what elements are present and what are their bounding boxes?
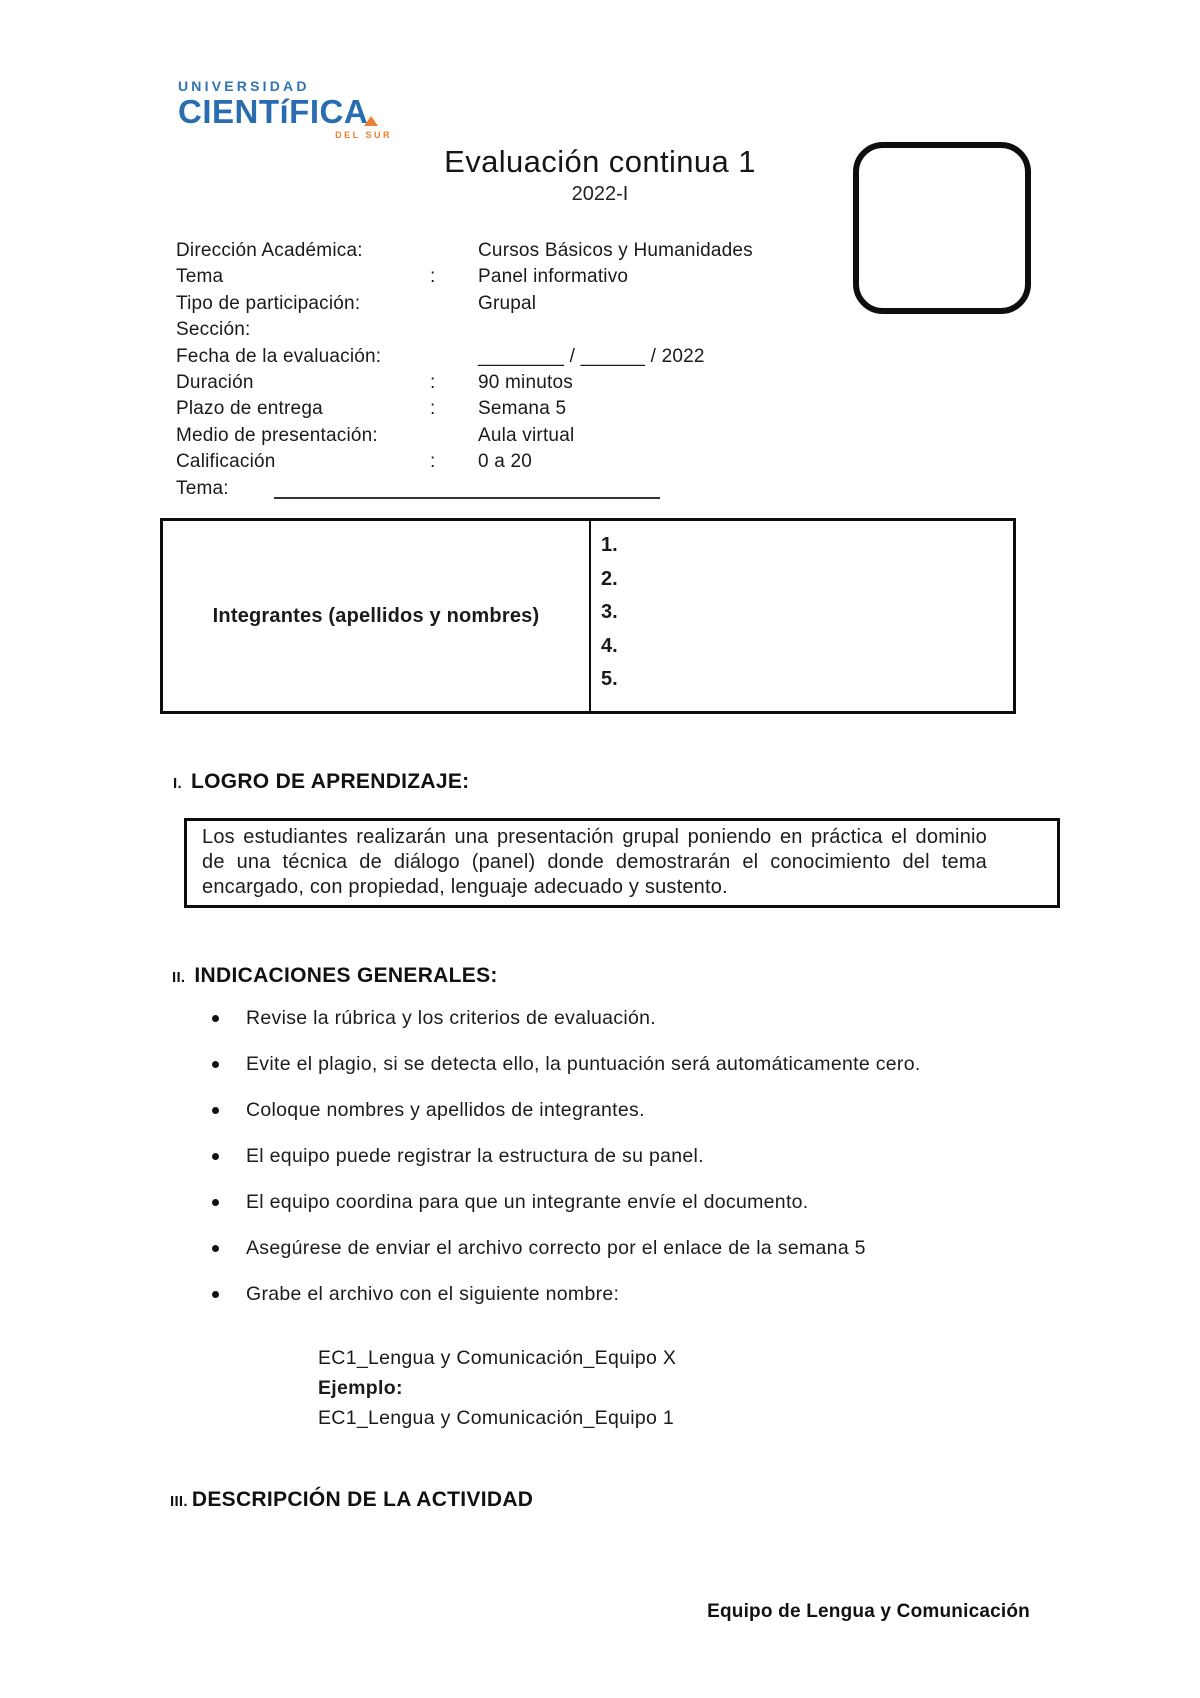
form-value: 90 minutos [478, 371, 573, 393]
list-item: Grabe el archivo con el siguiente nombre: [210, 1280, 991, 1309]
form-label: Medio de presentación: [176, 424, 378, 446]
file-name-pattern: EC1_Lengua y Comunicación_Equipo X [318, 1347, 677, 1369]
form-colon: : [430, 371, 436, 393]
form-value: Cursos Básicos y Humanidades [478, 240, 753, 261]
form-row [176, 344, 896, 370]
form-value: Panel informativo [478, 266, 629, 288]
form-colon [430, 344, 460, 370]
form-label: Dirección Académica: [176, 240, 363, 261]
logo-del-sur-text: DEL SUR [335, 130, 392, 140]
form-colon [430, 317, 460, 343]
integrante-number: 4. [601, 634, 618, 657]
form-label: Tema: [176, 477, 229, 499]
form-row [176, 370, 896, 396]
logo-universidad-text: UNIVERSIDAD [178, 78, 310, 94]
section-title: INDICACIONES GENERALES: [194, 964, 498, 987]
form-label: Calificación [176, 451, 276, 473]
form-row-tema [176, 476, 896, 502]
form-label: Fecha de la evaluación: [176, 345, 382, 367]
form-value [460, 317, 478, 343]
integrantes-list-cell [591, 521, 1013, 711]
form-value: Semana 5 [478, 398, 567, 420]
section-title: LOGRO DE APRENDIZAJE: [190, 770, 470, 793]
file-naming-block [318, 1343, 676, 1433]
section-heading-logro [173, 770, 469, 794]
file-name-example: EC1_Lengua y Comunicación_Equipo 1 [318, 1407, 675, 1429]
integrantes-header-cell [163, 521, 591, 711]
form-colon [430, 238, 460, 264]
form-colon: : [430, 451, 436, 473]
form-label: Tema [176, 266, 224, 288]
logro-text-box: Los estudiantes realizarán una presentación grupal poniendo en práctica el dominio de una técnica de diálogo (panel) donde demostrarán el conocimiento del tema encargado, con propiedad, lenguaje adecuado y sustento. [184, 818, 1060, 908]
form-label: Duración [176, 371, 254, 393]
list-item: Asegúrese de enviar el archivo correcto por el enlace de la semana 5 [210, 1234, 991, 1263]
section-number: I. [173, 775, 182, 792]
list-item: El equipo coordina para que un integrante envíe el documento. [210, 1188, 991, 1217]
form-label: Tipo de participación: [176, 292, 361, 314]
logo-triangle-icon [364, 116, 378, 126]
list-item: Revise la rúbrica y los criterios de evaluación. [210, 1004, 991, 1033]
form-label: Plazo de entrega [176, 398, 323, 420]
form-row [176, 317, 896, 343]
integrante-number: 5. [601, 668, 618, 690]
form-row [176, 449, 896, 475]
form-colon: : [430, 266, 436, 288]
integrante-number: 3. [601, 601, 618, 623]
page-subtitle: 2022-I [571, 183, 629, 205]
form-value: 0 a 20 [478, 451, 533, 473]
logo-cientifica-text: CIENTíFICA [178, 93, 369, 130]
integrantes-table [160, 518, 1016, 714]
integrantes-header-text: Integrantes (apellidos y nombres) [212, 604, 540, 627]
form-row [176, 238, 896, 264]
form-colon [430, 423, 460, 449]
form-value: Aula virtual [478, 424, 575, 446]
integrante-number: 1. [601, 534, 618, 556]
form-row [176, 396, 896, 422]
footer-team-name: Equipo de Lengua y Comunicación [707, 1601, 1030, 1622]
tema-blank-line [274, 476, 660, 499]
list-item: El equipo puede registrar la estructura de su panel. [210, 1142, 991, 1171]
section-heading-indicaciones [172, 964, 498, 988]
section-heading-descripcion [170, 1488, 533, 1512]
form-colon: : [430, 398, 436, 420]
form-colon [430, 291, 460, 317]
form-row [176, 423, 896, 449]
integrante-number: 2. [601, 567, 618, 590]
section-title: DESCRIPCIÓN DE LA ACTIVIDAD [191, 1488, 534, 1511]
university-logo [178, 78, 394, 140]
form-row [176, 264, 896, 290]
logo-main-row [178, 95, 394, 128]
page-title: Evaluación continua 1 [444, 144, 756, 179]
list-item: Coloque nombres y apellidos de integrantes. [210, 1096, 991, 1125]
section-number: III. [170, 1493, 188, 1510]
form-value-date-blanks: ________ / ______ / 2022 [478, 345, 705, 367]
example-label: Ejemplo: [318, 1377, 403, 1399]
form-row [176, 291, 896, 317]
indicaciones-list [210, 1004, 1010, 1326]
list-item: Evite el plagio, si se detecta ello, la puntuación será automáticamente cero. [210, 1050, 991, 1079]
form-value: Grupal [478, 292, 537, 314]
form-label: Sección: [176, 319, 251, 341]
evaluation-form [176, 238, 896, 502]
section-number: II. [172, 969, 186, 986]
